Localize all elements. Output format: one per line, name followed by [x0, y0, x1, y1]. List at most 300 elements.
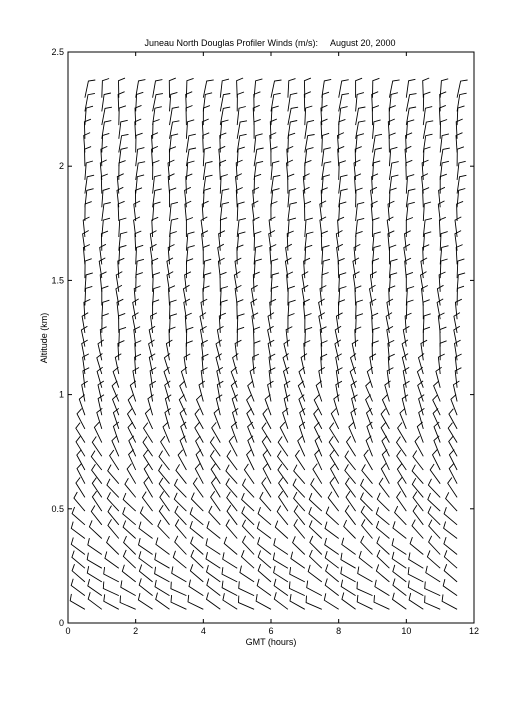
- wind-barb: [358, 567, 373, 582]
- wind-barb: [170, 202, 178, 221]
- wind-barb: [339, 175, 348, 194]
- wind-barb: [271, 161, 279, 180]
- wind-barb: [429, 536, 441, 555]
- wind-barb: [423, 147, 430, 166]
- wind-barb: [389, 133, 396, 153]
- wind-barb: [247, 409, 254, 429]
- wind-barb: [322, 148, 331, 167]
- wind-barb: [170, 232, 177, 251]
- wind-barb: [457, 147, 464, 166]
- wind-barb: [92, 464, 102, 484]
- wind-barb: [322, 79, 331, 97]
- wind-barb: [402, 395, 408, 416]
- wind-barb: [305, 245, 312, 264]
- wind-barb: [319, 313, 325, 333]
- wind-barb: [170, 314, 177, 333]
- wind-barb: [456, 245, 462, 265]
- wind-barb: [457, 273, 465, 292]
- wind-barb: [85, 161, 93, 180]
- wind-barb: [405, 231, 411, 251]
- wind-barb: [102, 314, 109, 333]
- wind-barb: [423, 188, 430, 208]
- wind-barb: [361, 506, 372, 525]
- wind-barb: [449, 436, 457, 456]
- wind-barb: [376, 564, 389, 582]
- wind-barb: [444, 522, 458, 539]
- wind-barb: [440, 259, 447, 278]
- wind-barb: [455, 368, 461, 388]
- wind-barb: [263, 463, 271, 483]
- wind-barb: [389, 93, 398, 112]
- wind-barb: [150, 368, 156, 388]
- wind-barb: [227, 492, 238, 511]
- wind-barb: [288, 218, 296, 237]
- wind-barb: [325, 522, 339, 539]
- wind-barb: [305, 218, 313, 237]
- wind-barb: [237, 92, 244, 111]
- wind-barb: [139, 522, 153, 539]
- wind-barb: [372, 259, 379, 279]
- wind-barb: [406, 160, 413, 180]
- wind-barb: [433, 408, 440, 429]
- wind-barb: [373, 120, 381, 139]
- wind-barb: [135, 231, 141, 251]
- wind-barb: [170, 134, 179, 153]
- wind-barb: [195, 422, 204, 442]
- wind-barb: [203, 188, 211, 207]
- wind-barb: [412, 478, 423, 497]
- wind-barb: [237, 314, 244, 333]
- wind-barb: [134, 286, 140, 306]
- wind-barb: [258, 507, 271, 525]
- wind-barb: [339, 161, 346, 180]
- wind-barb: [457, 106, 464, 125]
- wind-barb: [356, 231, 363, 250]
- wind-barb: [171, 582, 187, 596]
- wind-barb: [278, 464, 288, 484]
- wind-barb: [186, 341, 193, 361]
- wind-barb: [356, 202, 365, 221]
- y-tick-label: 2: [58, 161, 64, 172]
- wind-barb: [243, 536, 255, 555]
- wind-barb: [284, 340, 290, 360]
- wind-barb: [288, 300, 296, 319]
- wind-barb: [440, 174, 447, 193]
- wind-barb: [341, 553, 356, 568]
- wind-barb: [119, 106, 126, 125]
- wind-barb: [120, 596, 136, 610]
- wind-barb: [119, 120, 128, 139]
- wind-barb: [85, 175, 94, 193]
- wind-barb: [71, 579, 85, 596]
- wind-barb: [322, 92, 329, 111]
- wind-barb: [235, 285, 241, 305]
- wind-barb: [237, 232, 245, 251]
- y-tick-label: 0: [58, 618, 64, 628]
- wind-barb: [288, 107, 298, 125]
- wind-barb: [256, 594, 271, 609]
- wind-barb: [338, 300, 345, 320]
- wind-barb: [179, 395, 186, 416]
- wind-barb: [85, 286, 92, 305]
- wind-barb: [423, 327, 430, 346]
- wind-barb: [423, 121, 433, 139]
- wind-barb: [175, 536, 187, 555]
- wind-barb: [72, 507, 85, 525]
- wind-barb: [153, 300, 160, 319]
- wind-barb: [85, 189, 94, 208]
- wind-barb: [136, 133, 143, 152]
- wind-barb: [184, 354, 190, 374]
- wind-barb: [437, 285, 443, 305]
- wind-barb: [186, 106, 193, 126]
- wind-barb: [254, 79, 262, 98]
- wind-barb: [356, 188, 363, 207]
- wind-barb: [423, 232, 431, 251]
- wind-barb: [440, 120, 447, 139]
- wind-barb: [273, 553, 288, 569]
- wind-barb: [373, 78, 380, 97]
- wind-barb: [299, 422, 305, 443]
- wind-barb: [119, 161, 126, 180]
- wind-barb: [155, 567, 170, 582]
- wind-barb: [203, 93, 212, 112]
- wind-barb: [353, 272, 359, 292]
- wind-barb: [387, 299, 393, 319]
- wind-barb: [186, 134, 195, 152]
- wind-barb: [370, 354, 376, 374]
- wind-barb: [271, 189, 280, 208]
- wind-barb: [315, 450, 322, 471]
- wind-barb: [122, 565, 135, 582]
- wind-barb: [269, 217, 275, 237]
- wind-barb: [196, 436, 204, 456]
- wind-barb: [217, 381, 223, 401]
- wind-barb: [101, 174, 108, 194]
- wind-barb: [220, 287, 228, 306]
- wind-barb: [305, 148, 314, 167]
- wind-barb: [207, 593, 221, 610]
- wind-barb: [442, 594, 457, 609]
- wind-barb: [97, 408, 103, 429]
- wind-barb: [342, 538, 356, 555]
- wind-barb: [271, 106, 279, 125]
- wind-barb: [88, 538, 102, 554]
- wind-barb: [207, 521, 220, 538]
- wind-barb: [393, 521, 406, 538]
- x-tick-label: 8: [336, 626, 342, 636]
- wind-barb: [254, 161, 263, 180]
- wind-barb: [138, 593, 152, 609]
- wind-barb: [305, 106, 313, 125]
- wind-barb: [324, 593, 338, 609]
- x-tick-label: 10: [401, 626, 412, 636]
- wind-barb: [290, 594, 305, 609]
- wind-barb: [85, 106, 93, 125]
- x-tick-label: 2: [133, 626, 139, 636]
- wind-barb: [102, 79, 109, 98]
- wind-barb: [305, 327, 312, 346]
- wind-barb: [305, 120, 314, 138]
- wind-barb: [156, 593, 170, 610]
- wind-barb: [372, 313, 378, 333]
- wind-barb: [329, 436, 339, 456]
- wind-barb: [361, 536, 373, 555]
- wind-barb: [334, 395, 340, 416]
- wind-barb: [118, 201, 125, 221]
- wind-barb: [425, 582, 441, 596]
- wind-barb: [211, 464, 220, 484]
- wind-barb: [397, 464, 406, 484]
- wind-barb: [254, 148, 264, 166]
- wind-barb: [372, 341, 379, 361]
- wind-barb: [201, 368, 207, 388]
- wind-barb: [233, 408, 239, 429]
- wind-barb: [250, 367, 256, 387]
- wind-barb: [307, 581, 322, 596]
- wind-barb: [152, 258, 158, 278]
- wind-barb: [423, 134, 432, 152]
- wind-barb: [165, 408, 171, 429]
- wind-barb: [339, 80, 349, 98]
- wind-barb: [136, 80, 146, 98]
- wind-barb: [423, 107, 432, 126]
- wind-barb: [306, 596, 322, 610]
- wind-barb: [373, 134, 383, 152]
- wind-barb: [102, 218, 110, 237]
- wind-barb: [148, 395, 154, 416]
- wind-barb: [240, 566, 254, 582]
- wind-barb: [440, 327, 447, 347]
- wind-barb: [444, 507, 457, 525]
- wind-barb: [356, 78, 363, 98]
- wind-barb: [83, 217, 89, 237]
- wind-barb: [271, 80, 282, 98]
- wind-barb: [406, 218, 413, 238]
- wind-barb: [275, 521, 288, 539]
- wind-barb: [172, 566, 187, 582]
- wind-barb: [239, 596, 255, 610]
- wind-barb: [143, 437, 153, 457]
- wind-barb: [406, 94, 416, 112]
- wind-barb: [438, 354, 444, 374]
- wind-barb: [351, 408, 357, 429]
- wind-barb: [346, 478, 356, 498]
- wind-barb: [237, 147, 245, 166]
- y-tick-label: 1.5: [51, 275, 64, 286]
- wind-barb: [419, 354, 425, 375]
- wind-barb: [186, 120, 194, 139]
- wind-barb: [322, 273, 329, 292]
- wind-barb: [370, 299, 376, 319]
- wind-barb: [237, 134, 246, 152]
- wind-barb: [322, 259, 330, 278]
- wind-barb: [119, 245, 127, 264]
- wind-barb: [356, 134, 364, 153]
- wind-barb: [150, 244, 156, 264]
- wind-barb: [269, 354, 275, 374]
- wind-barb: [253, 187, 259, 207]
- x-tick-label: 4: [200, 626, 206, 636]
- wind-barb: [185, 187, 191, 207]
- wind-barb: [139, 578, 152, 595]
- wind-barb: [320, 217, 326, 237]
- wind-barb: [199, 381, 205, 402]
- wind-barb: [423, 202, 431, 221]
- wind-barb: [224, 537, 237, 555]
- wind-barb: [167, 272, 173, 292]
- wind-barb: [223, 593, 237, 609]
- y-tick-label: 1: [58, 389, 64, 400]
- wind-barb: [220, 218, 227, 237]
- wind-barb: [385, 381, 391, 402]
- wind-barb: [220, 120, 228, 139]
- wind-barb: [305, 201, 312, 221]
- wind-barb: [150, 381, 156, 401]
- wind-barb: [362, 519, 373, 538]
- wind-barb: [336, 381, 342, 401]
- wind-barb: [271, 93, 281, 111]
- wind-barb: [288, 93, 297, 111]
- wind-barb: [144, 477, 153, 497]
- wind-barb: [457, 189, 465, 208]
- wind-barb: [293, 536, 305, 554]
- wind-barb: [289, 581, 304, 595]
- wind-barb: [440, 134, 449, 153]
- wind-barb: [83, 368, 89, 388]
- wind-barb: [153, 175, 162, 194]
- x-axis-label: GMT (hours): [245, 637, 297, 647]
- wind-barb: [389, 106, 396, 126]
- wind-barb: [150, 231, 156, 251]
- wind-barb: [254, 259, 262, 278]
- wind-barb: [288, 133, 295, 152]
- wind-barb: [304, 78, 311, 98]
- wind-barb: [330, 477, 339, 497]
- wind-barb: [373, 327, 380, 346]
- wind-barb: [322, 133, 329, 152]
- wind-barb: [404, 381, 410, 401]
- wind-barb: [357, 582, 373, 596]
- wind-barb: [336, 368, 342, 388]
- wind-barb: [252, 285, 258, 305]
- wind-barb: [341, 567, 356, 582]
- wind-barb: [129, 450, 136, 471]
- wind-barb: [373, 246, 381, 265]
- wind-barb: [455, 217, 461, 237]
- wind-barb: [85, 147, 92, 167]
- wind-barb: [169, 147, 176, 167]
- wind-barb: [339, 189, 348, 207]
- wind-barb: [85, 273, 93, 292]
- wind-barb: [170, 188, 177, 207]
- wind-barb: [374, 595, 389, 609]
- wind-barb: [288, 174, 295, 194]
- wind-barb: [406, 175, 414, 194]
- wind-barb: [253, 354, 259, 374]
- wind-barb: [133, 368, 139, 388]
- wind-barb: [356, 300, 363, 319]
- wind-barb: [406, 300, 413, 319]
- wind-barbs: [70, 78, 467, 609]
- wind-barb: [434, 436, 440, 457]
- wind-barb: [70, 594, 85, 609]
- wind-barb: [103, 582, 119, 596]
- wind-barb: [288, 121, 297, 139]
- wind-barb: [159, 478, 169, 498]
- wind-barb: [321, 231, 328, 251]
- wind-barb: [354, 160, 360, 180]
- wind-barb: [381, 422, 389, 442]
- wind-barb: [119, 218, 127, 237]
- wind-barb: [119, 148, 128, 167]
- wind-barb: [71, 522, 85, 539]
- wind-barb: [320, 201, 326, 221]
- wind-barb: [314, 422, 321, 442]
- wind-barb: [119, 78, 126, 98]
- wind-barb: [153, 80, 163, 98]
- wind-barb: [136, 148, 145, 167]
- wind-barb: [457, 93, 467, 111]
- wind-barb: [294, 492, 305, 511]
- wind-barb: [257, 522, 271, 539]
- wind-barb: [254, 134, 263, 153]
- wind-barb: [136, 92, 144, 111]
- wind-barb: [88, 592, 102, 609]
- wind-barb: [203, 147, 211, 166]
- wind-barb: [254, 327, 261, 347]
- wind-barb: [359, 551, 372, 568]
- wind-barb: [102, 188, 110, 207]
- wind-barb: [252, 313, 258, 333]
- wind-barb: [356, 107, 366, 125]
- wind-barb: [262, 436, 271, 456]
- wind-barb: [220, 94, 230, 112]
- wind-barb: [288, 79, 296, 98]
- wind-barb: [153, 94, 163, 112]
- wind-barb: [393, 579, 406, 596]
- wind-barb: [170, 107, 180, 125]
- wind-barb: [220, 300, 227, 319]
- wind-barb: [288, 314, 295, 333]
- wind-barb: [305, 232, 314, 251]
- wind-barb: [339, 287, 347, 306]
- wind-barb: [102, 107, 112, 125]
- wind-barb: [356, 93, 364, 112]
- wind-barb: [185, 272, 191, 292]
- wind-barb: [237, 202, 244, 221]
- wind-barb: [144, 450, 153, 470]
- wind-barb: [339, 119, 346, 138]
- wind-barb: [308, 565, 322, 582]
- wind-barb: [421, 258, 427, 278]
- wind-barb: [237, 121, 247, 139]
- wind-barb: [210, 450, 220, 470]
- wind-barb: [186, 161, 194, 180]
- wind-barb: [102, 121, 112, 139]
- wind-barb: [102, 93, 111, 111]
- wind-barb: [100, 327, 106, 347]
- wind-barb: [168, 245, 174, 265]
- wind-barb: [107, 536, 119, 554]
- wind-barb: [87, 553, 102, 569]
- wind-barb: [85, 80, 95, 98]
- wind-barb: [257, 579, 271, 596]
- wind-barb: [102, 300, 110, 319]
- y-tick-label: 2.5: [51, 47, 64, 57]
- wind-barb: [322, 175, 330, 194]
- wind-barb: [203, 175, 212, 193]
